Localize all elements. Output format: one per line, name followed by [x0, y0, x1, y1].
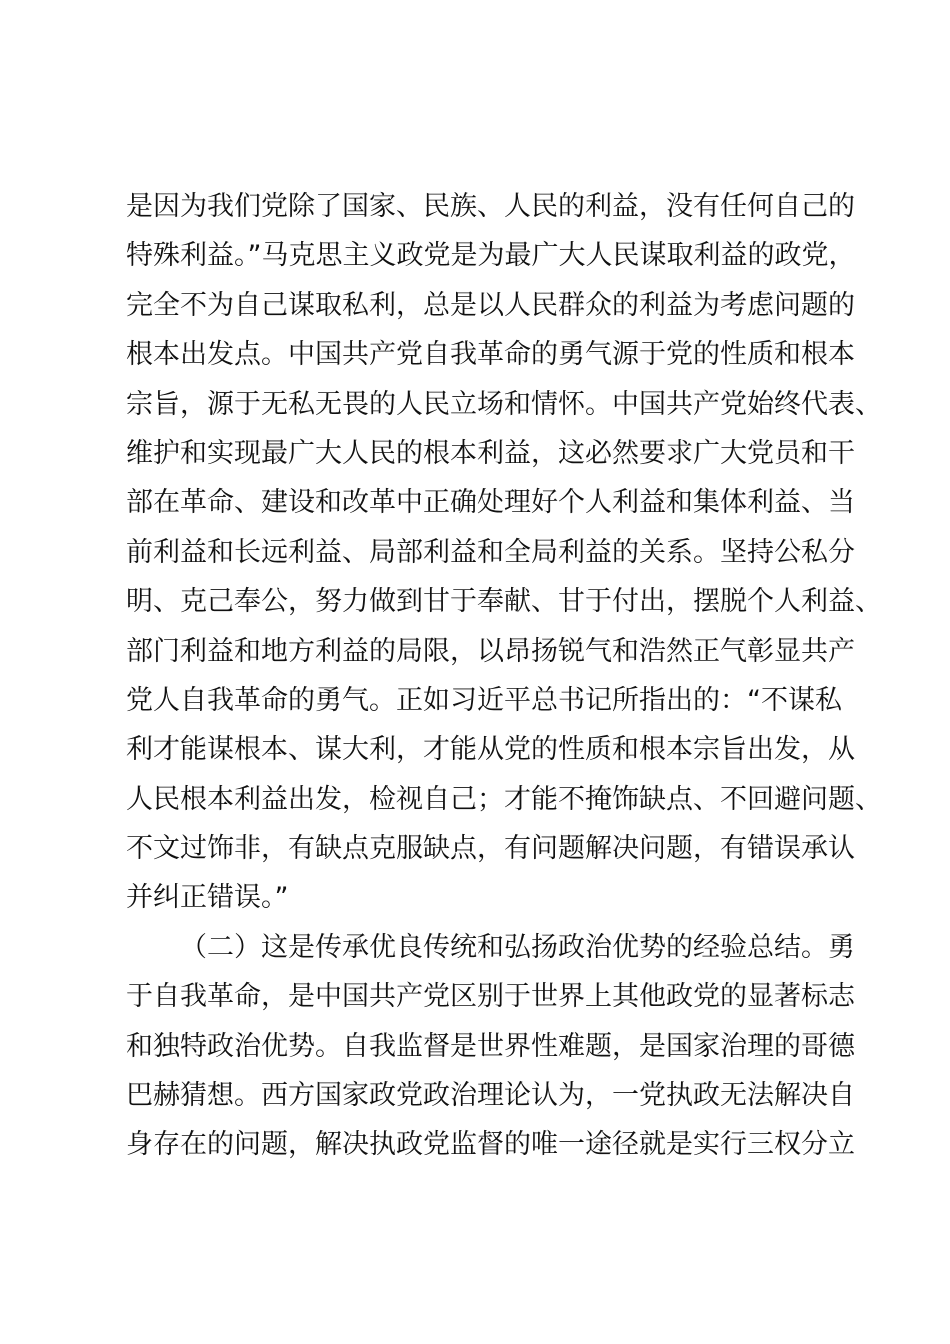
section-heading-line: （二）这是传承优良传统和弘扬政治优势的经验总结。勇: [180, 931, 855, 963]
text-line: 和独特政治优势。自我监督是世界性难题，是国家治理的哥德: [126, 1030, 855, 1062]
text-line: 是因为我们党除了国家、民族、人民的利益，没有任何自己的: [126, 191, 855, 222]
text-line: 部门利益和地方利益的局限，以昂扬锐气和浩然正气彰显共产: [126, 635, 855, 667]
text-line: 党人自我革命的勇气。正如习近平总书记所指出的：“不谋私: [126, 684, 842, 716]
text-line: 人民根本利益出发，检视自己；才能不掩饰缺点、不回避问题、: [126, 783, 882, 815]
body-text: [126, 182, 882, 1170]
text-line: 并纠正错误。”: [126, 882, 289, 914]
text-line: 不文过饰非，有缺点克服缺点，有问题解决问题，有错误承认: [126, 833, 855, 865]
text-line: 于自我革命，是中国共产党区别于世界上其他政党的显著标志: [126, 981, 855, 1013]
text-line: 部在革命、建设和改革中正确处理好个人利益和集体利益、当: [126, 487, 855, 519]
text-line: 维护和实现最广大人民的根本利益，这必然要求广大党员和干: [126, 437, 855, 469]
text-line: 利才能谋根本、谋大利，才能从党的性质和根本宗旨出发，从: [126, 734, 855, 766]
text-line: 宗旨，源于无私无畏的人民立场和情怀。中国共产党始终代表、: [126, 388, 882, 420]
text-line: 前利益和长远利益、局部利益和全局利益的关系。坚持公私分: [126, 536, 855, 568]
text-line: 身存在的问题，解决执政党监督的唯一途径就是实行三权分立: [126, 1129, 855, 1161]
text-line: 根本出发点。中国共产党自我革命的勇气源于党的性质和根本: [126, 339, 855, 371]
text-line: 完全不为自己谋取私利，总是以人民群众的利益为考虑问题的: [126, 289, 855, 321]
text-line: 巴赫猜想。西方国家政党政治理论认为，一党执政无法解决自: [126, 1080, 855, 1112]
text-line: 特殊利益。”马克思主义政党是为最广大人民谋取利益的政党，: [126, 240, 856, 272]
text-line: 明、克己奉公，努力做到甘于奉献、甘于付出，摆脱个人利益、: [126, 586, 882, 618]
